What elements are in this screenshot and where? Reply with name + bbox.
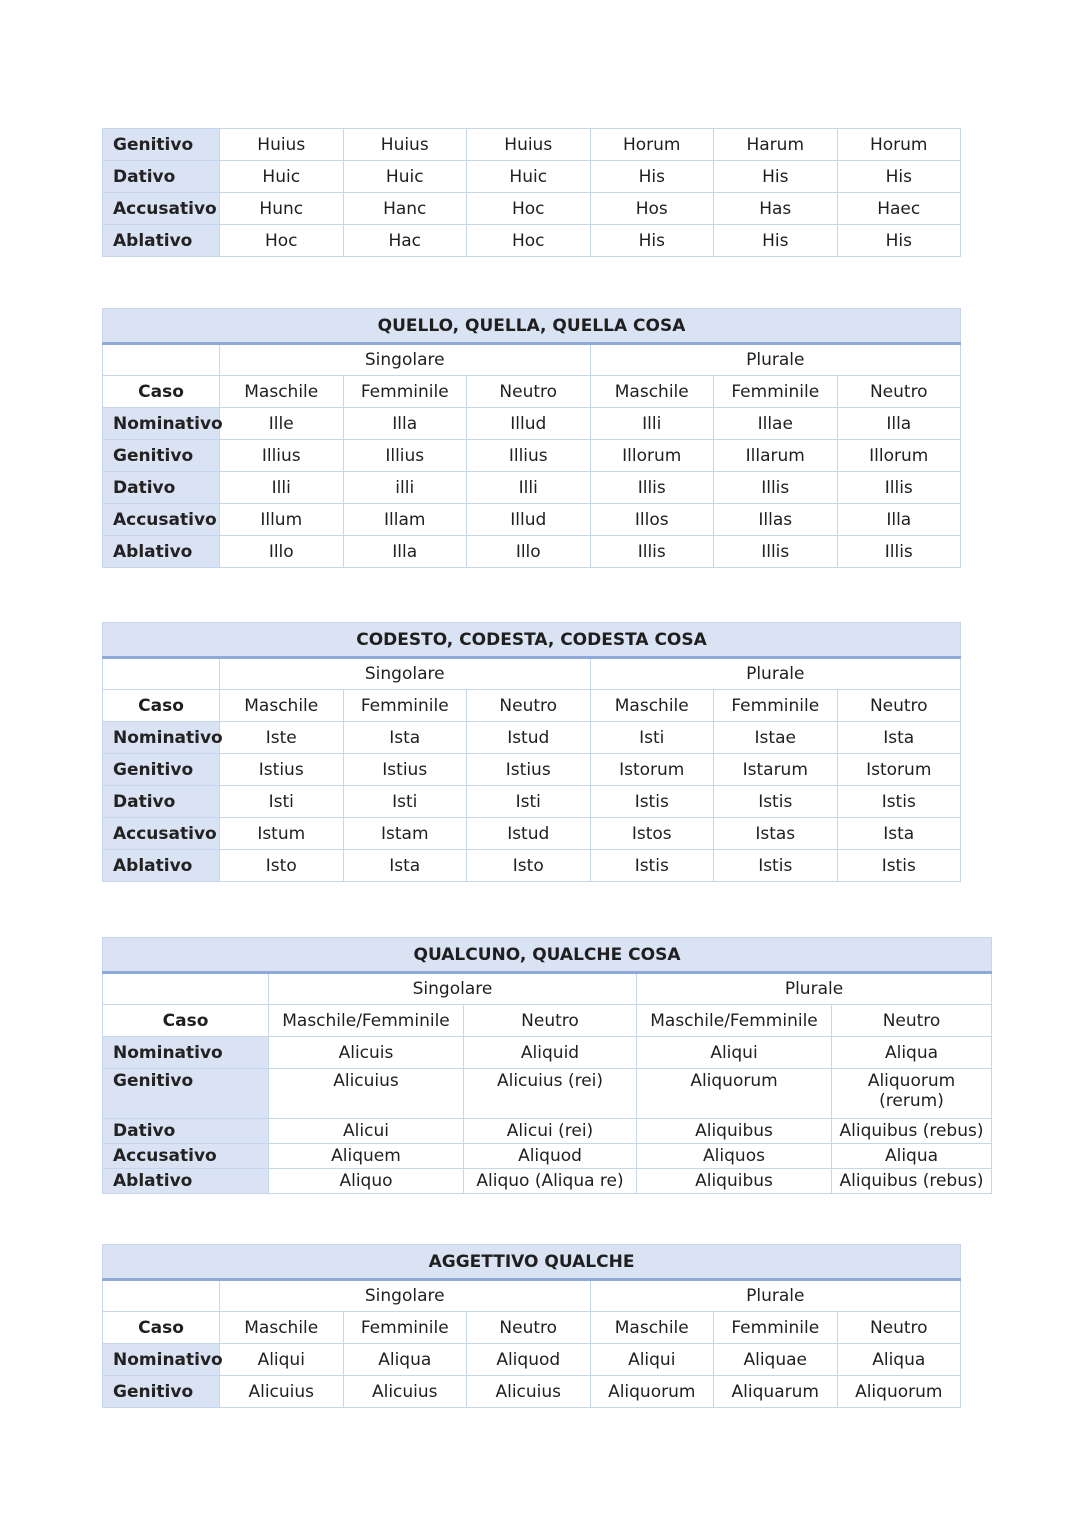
table-cell: Illius (220, 440, 344, 472)
table-cell: Hac (343, 225, 467, 257)
case-label: Ablativo (103, 1169, 269, 1194)
table-title: CODESTO, CODESTA, CODESTA COSA (103, 623, 961, 658)
plural-header: Plurale (637, 973, 992, 1005)
table-cell: Alicuius (269, 1069, 464, 1119)
table-cell: Istud (467, 818, 591, 850)
column-header: Femminile (714, 1312, 838, 1344)
table-row (103, 225, 961, 257)
case-label: Accusativo (103, 818, 220, 850)
singular-header: Singolare (220, 1280, 591, 1312)
table-cell: Istis (837, 850, 961, 882)
table-row (103, 722, 961, 754)
table-cell: Hanc (343, 193, 467, 225)
table-cell: Hoc (220, 225, 344, 257)
table-cell: Hoc (467, 193, 591, 225)
table-cell: Illas (714, 504, 838, 536)
table-cell: Illi (590, 408, 714, 440)
case-label: Nominativo (103, 1037, 269, 1069)
table-cell: Istae (714, 722, 838, 754)
table-cell: Aliquibus (rebus) (832, 1119, 992, 1144)
plural-header: Plurale (590, 1280, 961, 1312)
table-cell: Illius (467, 440, 591, 472)
table-cell: Huius (220, 129, 344, 161)
case-label: Genitivo (103, 129, 220, 161)
empty-cell (103, 973, 269, 1005)
case-label: Accusativo (103, 193, 220, 225)
case-header: Caso (103, 1005, 269, 1037)
table-cell: Aliquibus (rebus) (832, 1169, 992, 1194)
table-row (103, 754, 961, 786)
table-cell: Illis (714, 536, 838, 568)
table-cell: Illa (343, 536, 467, 568)
table-cell: Isti (220, 786, 344, 818)
case-label: Ablativo (103, 225, 220, 257)
table-row (103, 786, 961, 818)
table-cell: Ista (343, 850, 467, 882)
table-cell: Aliqui (637, 1037, 832, 1069)
table-cell: Illae (714, 408, 838, 440)
table-cell: Istarum (714, 754, 838, 786)
case-label: Dativo (103, 472, 220, 504)
case-label: Accusativo (103, 1144, 269, 1169)
table-cell: Illi (220, 472, 344, 504)
table-title: AGGETTIVO QUALCHE (103, 1245, 961, 1280)
table-cell: Harum (714, 129, 838, 161)
column-header: Maschile (590, 376, 714, 408)
table-cell: Illo (220, 536, 344, 568)
table-cell: Istum (220, 818, 344, 850)
table-row (103, 1344, 961, 1376)
plural-header: Plurale (590, 658, 961, 690)
singular-header: Singolare (220, 658, 591, 690)
table-cell: Aliqui (220, 1344, 344, 1376)
table-row (103, 161, 961, 193)
gender-header-row (103, 1005, 992, 1037)
table-cell: Illarum (714, 440, 838, 472)
table-cell: Haec (837, 193, 961, 225)
table-cell: Istis (590, 786, 714, 818)
case-label: Accusativo (103, 504, 220, 536)
table-cell: Istis (714, 786, 838, 818)
table-cell: His (714, 225, 838, 257)
table-row (103, 408, 961, 440)
number-header-row (103, 658, 961, 690)
case-label: Genitivo (103, 1069, 269, 1119)
table-cell: Aliquorum (rerum) (832, 1069, 992, 1119)
singular-header: Singolare (220, 344, 591, 376)
table-cell: Aliqua (832, 1144, 992, 1169)
table-row (103, 440, 961, 472)
table-cell: Illum (220, 504, 344, 536)
declension-table-qualcuno (102, 937, 992, 1194)
table-cell: Illam (343, 504, 467, 536)
column-header: Neutro (832, 1005, 992, 1037)
table-cell: Istorum (837, 754, 961, 786)
table-row (103, 1169, 992, 1194)
table-cell: Aliquorum (837, 1376, 961, 1408)
table-cell: Huius (343, 129, 467, 161)
table-cell: Istorum (590, 754, 714, 786)
table-cell: Alicuius (220, 1376, 344, 1408)
column-header: Neutro (837, 690, 961, 722)
column-header: Femminile (714, 376, 838, 408)
table-cell: Istas (714, 818, 838, 850)
table-cell: Illis (714, 472, 838, 504)
column-header: Neutro (837, 1312, 961, 1344)
table-cell: Illa (837, 408, 961, 440)
table-cell: Aliquid (464, 1037, 637, 1069)
table-cell: Ille (220, 408, 344, 440)
table-cell: Aliqui (590, 1344, 714, 1376)
case-header: Caso (103, 376, 220, 408)
table-cell: Illos (590, 504, 714, 536)
table-cell: Illis (837, 472, 961, 504)
table-cell: Istis (837, 786, 961, 818)
table-cell: Aliqua (343, 1344, 467, 1376)
table-cell: Ista (837, 818, 961, 850)
table-cell: Istam (343, 818, 467, 850)
table-cell: Istius (467, 754, 591, 786)
table-row (103, 1037, 992, 1069)
case-header: Caso (103, 690, 220, 722)
table-cell: Huic (467, 161, 591, 193)
table-row (103, 850, 961, 882)
column-header: Maschile (220, 1312, 344, 1344)
plural-header: Plurale (590, 344, 961, 376)
number-header-row (103, 973, 992, 1005)
case-label: Ablativo (103, 536, 220, 568)
table-cell: Isti (590, 722, 714, 754)
table-cell: Iste (220, 722, 344, 754)
column-header: Femminile (343, 1312, 467, 1344)
table-cell: Has (714, 193, 838, 225)
column-header: Neutro (467, 1312, 591, 1344)
table-cell: Illis (837, 536, 961, 568)
case-label: Dativo (103, 1119, 269, 1144)
empty-cell (103, 1280, 220, 1312)
table-title: QUALCUNO, QUALCHE COSA (103, 938, 992, 973)
case-label: Genitivo (103, 440, 220, 472)
table-cell: Aliqua (837, 1344, 961, 1376)
gender-header-row (103, 1312, 961, 1344)
case-label: Nominativo (103, 722, 220, 754)
column-header: Neutro (467, 690, 591, 722)
gender-header-row (103, 690, 961, 722)
table-cell: Aliquarum (714, 1376, 838, 1408)
table-cell: Aliquorum (637, 1069, 832, 1119)
table-cell: His (837, 225, 961, 257)
table-cell: Aliquorum (590, 1376, 714, 1408)
table-cell: Huius (467, 129, 591, 161)
column-header: Maschile (220, 690, 344, 722)
table-cell: Illis (590, 472, 714, 504)
table-cell: Aliquo (269, 1169, 464, 1194)
table-cell: illi (343, 472, 467, 504)
column-header: Maschile (220, 376, 344, 408)
table-cell: Alicui (269, 1119, 464, 1144)
table-cell: Ista (837, 722, 961, 754)
table-cell: Istis (590, 850, 714, 882)
table-cell: Huic (343, 161, 467, 193)
table-cell: Istius (220, 754, 344, 786)
table-cell: His (590, 225, 714, 257)
table-cell: Istos (590, 818, 714, 850)
column-header: Neutro (467, 376, 591, 408)
case-label: Nominativo (103, 1344, 220, 1376)
table-cell: Alicuius (343, 1376, 467, 1408)
table-cell: Aliquem (269, 1144, 464, 1169)
table-cell: Illo (467, 536, 591, 568)
table-cell: Aliqua (832, 1037, 992, 1069)
column-header: Neutro (837, 376, 961, 408)
table-cell: Illud (467, 504, 591, 536)
table-cell: Illorum (837, 440, 961, 472)
declension-table-hic (102, 128, 961, 257)
column-header: Femminile (343, 690, 467, 722)
empty-cell (103, 344, 220, 376)
case-label: Nominativo (103, 408, 220, 440)
table-cell: Istud (467, 722, 591, 754)
table-cell: Isti (343, 786, 467, 818)
table-row (103, 129, 961, 161)
table-cell: Alicuius (467, 1376, 591, 1408)
declension-table-aggettivo-qualche (102, 1244, 961, 1408)
table-cell: Aliquibus (637, 1169, 832, 1194)
column-header: Neutro (464, 1005, 637, 1037)
table-row (103, 536, 961, 568)
table-cell: His (837, 161, 961, 193)
number-header-row (103, 344, 961, 376)
table-cell: Horum (590, 129, 714, 161)
case-label: Genitivo (103, 754, 220, 786)
case-header: Caso (103, 1312, 220, 1344)
table-cell: Aliquibus (637, 1119, 832, 1144)
table-cell: Alicuis (269, 1037, 464, 1069)
table-cell: Horum (837, 129, 961, 161)
case-label: Ablativo (103, 850, 220, 882)
column-header: Maschile/Femminile (269, 1005, 464, 1037)
table-row (103, 193, 961, 225)
table-row (103, 1119, 992, 1144)
number-header-row (103, 1280, 961, 1312)
column-header: Femminile (714, 690, 838, 722)
declension-table-quello (102, 308, 961, 568)
table-cell: His (714, 161, 838, 193)
table-title: QUELLO, QUELLA, QUELLA COSA (103, 309, 961, 344)
table-cell: Hunc (220, 193, 344, 225)
column-header: Maschile/Femminile (637, 1005, 832, 1037)
gender-header-row (103, 376, 961, 408)
column-header: Maschile (590, 690, 714, 722)
table-cell: Aliquos (637, 1144, 832, 1169)
table-row (103, 504, 961, 536)
table-cell: Aliquod (464, 1144, 637, 1169)
case-label: Dativo (103, 786, 220, 818)
table-cell: Illius (343, 440, 467, 472)
table-cell: Aliquae (714, 1344, 838, 1376)
declension-table-codesto (102, 622, 961, 882)
table-cell: Illi (467, 472, 591, 504)
table-cell: Illa (343, 408, 467, 440)
table-row (103, 1376, 961, 1408)
table-cell: Isto (467, 850, 591, 882)
table-cell: Aliquod (467, 1344, 591, 1376)
case-label: Dativo (103, 161, 220, 193)
table-row (103, 472, 961, 504)
table-cell: Illorum (590, 440, 714, 472)
table-cell: Huic (220, 161, 344, 193)
column-header: Maschile (590, 1312, 714, 1344)
column-header: Femminile (343, 376, 467, 408)
case-label: Genitivo (103, 1376, 220, 1408)
table-cell: Alicuius (rei) (464, 1069, 637, 1119)
table-row (103, 1144, 992, 1169)
table-cell: Istius (343, 754, 467, 786)
table-cell: Hoc (467, 225, 591, 257)
table-cell: Illis (590, 536, 714, 568)
table-row (103, 818, 961, 850)
singular-header: Singolare (269, 973, 637, 1005)
table-cell: Illa (837, 504, 961, 536)
table-cell: His (590, 161, 714, 193)
empty-cell (103, 658, 220, 690)
table-cell: Isti (467, 786, 591, 818)
table-row (103, 1069, 992, 1119)
table-cell: Aliquo (Aliqua re) (464, 1169, 637, 1194)
table-cell: Illud (467, 408, 591, 440)
table-cell: Isto (220, 850, 344, 882)
table-cell: Istis (714, 850, 838, 882)
table-cell: Ista (343, 722, 467, 754)
table-cell: Hos (590, 193, 714, 225)
table-cell: Alicui (rei) (464, 1119, 637, 1144)
